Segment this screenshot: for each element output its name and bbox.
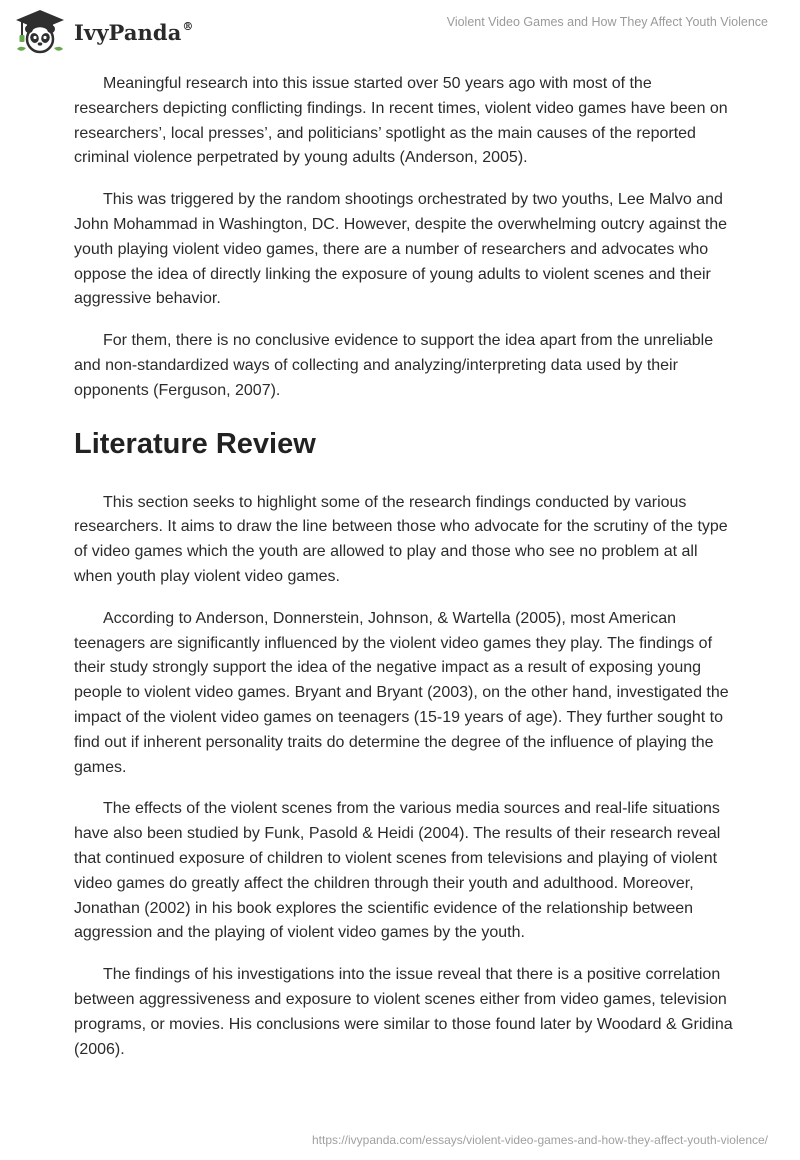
source-url[interactable]: https://ivypanda.com/essays/violent-video-games-and-how-they-affect-youth-violence/ (312, 1133, 768, 1147)
document-title: Violent Video Games and How They Affect Youth Violence (446, 15, 768, 29)
section-heading: Literature Review (74, 427, 316, 460)
paragraph: According to Anderson, Donnerstein, Johnson, & Wartella (2005), most American teenagers are significantly influenced by the violent video games they play. The findings of their study strongly support the idea of the negative impact as a result of exposing young people to violent video games. Bryant and Bryant (2003), on the other hand, investigated the impact of the violent video games on teenagers (15-19 years of age). They further sought to find out if inherent personality traits do determine the degree of the influence of playing the games. (74, 609, 729, 776)
page-header (0, 0, 800, 64)
panda-graduate-icon (14, 8, 66, 54)
paragraph: The findings of his investigations into the issue reveal that there is a positive correlation between aggressiveness and exposure to violent scenes either from video games, television programs, or movies. His conclusions were similar to those found later by Woodard & Gridina (2006). (74, 966, 733, 1058)
paragraph: For them, there is no conclusive evidence to support the idea apart from the unreliable and non-standardized ways of collecting and analyzing/interpreting data used by their opponents (Ferguson, 2007). (74, 332, 714, 399)
paragraph: The effects of the violent scenes from the various media sources and real-life situations have also been studied by Funk, Pasold & Heidi (2004). The results of their research reveal that continued exposure of children to violent scenes from televisions and playing of violent video games do greatly affect the children through their youth and adulthood. Moreover, Jonathan (2002) in his book explores the scientific evidence of the relationship between aggression and the playing of violent video games by the youth. (74, 800, 721, 942)
paragraph: Meaningful research into this issue started over 50 years ago with most of the researchers depicting conflicting findings. In recent times, violent video games have been on researchers’, local presses’, and politicians’ spotlight as the main causes of the reported criminal violence perpetrated by young adults (Anderson, 2005). (74, 75, 728, 167)
registered-mark: ® (182, 19, 194, 33)
paragraph: This section seeks to highlight some of the research findings conducted by various researchers. It aims to draw the line between those who advocate for the scrutiny of the type of video games which the youth are allowed to play and those who see no problem at all when youth play violent video games. (74, 493, 728, 585)
brand-name (74, 20, 194, 45)
ivypanda-logo[interactable] (14, 8, 194, 54)
essay-content (74, 72, 734, 1079)
paragraph: This was triggered by the random shootings orchestrated by two youths, Lee Malvo and John Mohammad in Washington, DC. However, despite the overwhelming outcry against the youth playing violent video games, there are a number of researchers and advocates who oppose the idea of directly linking the exposure of young adults to violent scenes and their aggressive behavior. (74, 191, 728, 308)
brand-name-text: IvyPanda (74, 19, 182, 45)
